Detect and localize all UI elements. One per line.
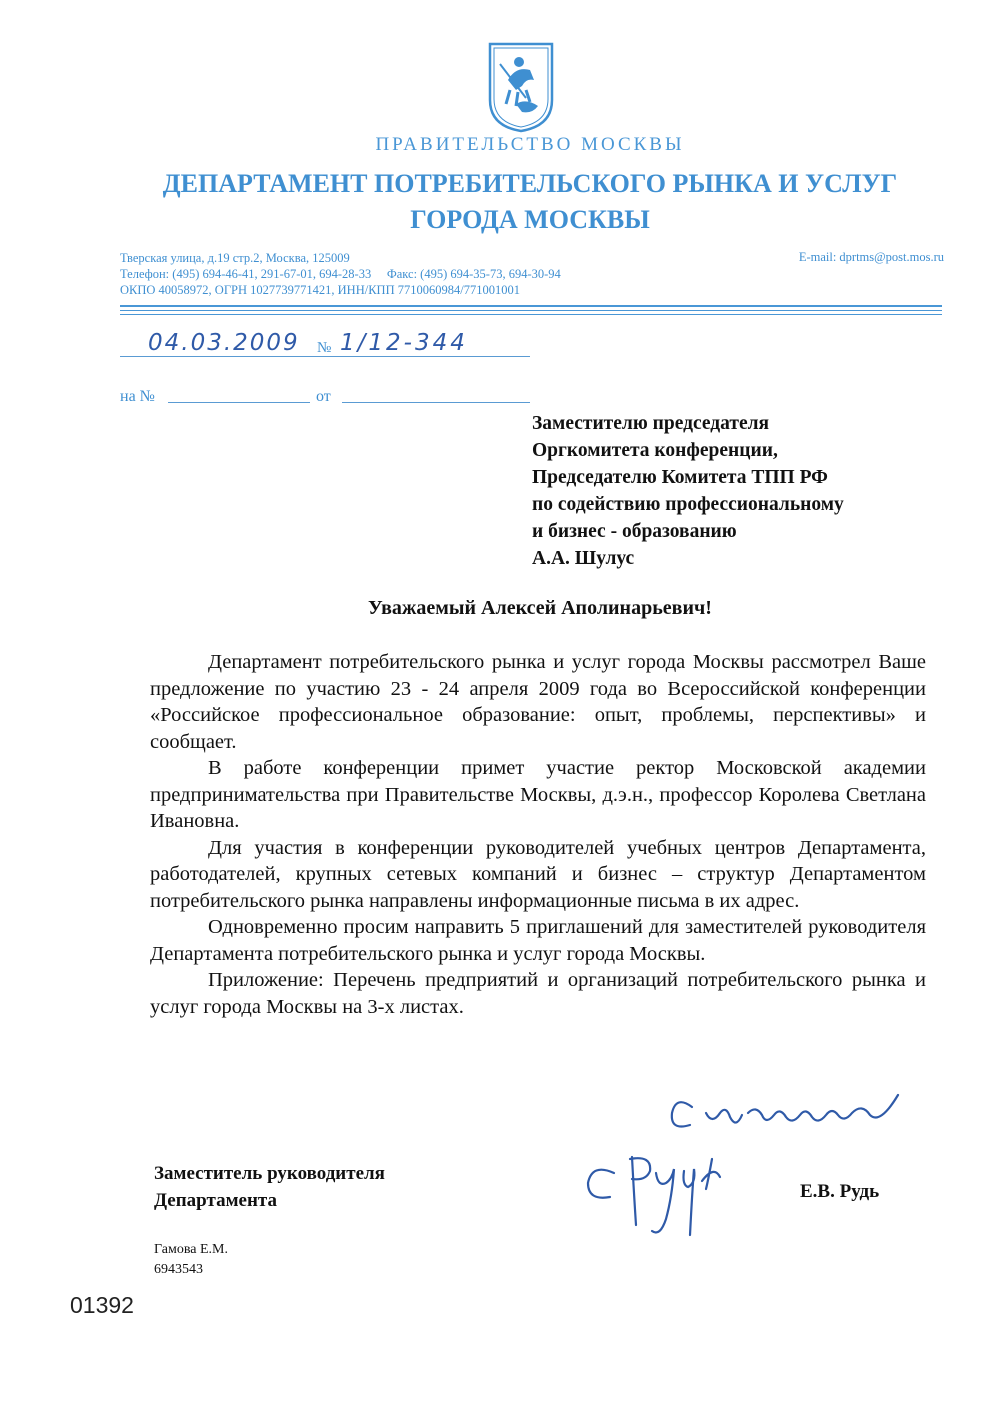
header-divider-2 bbox=[120, 310, 942, 311]
body-paragraph: Для участия в конференции руководителей учебных центров Департамента, работодателей, крупных сетевых компаний и бизнес – структур Департаментом потребительского рынка направлены информационные письма в их адрес. bbox=[150, 836, 926, 912]
addressee-line: А.А. Шулус bbox=[532, 548, 635, 569]
body-paragraph: Приложение: Перечень предприятий и организаций потребительского рынка и услуг города Москвы на 3-х листах. bbox=[150, 969, 926, 1018]
addressee-line: Заместителю председателя bbox=[532, 413, 770, 434]
body-paragraph: В работе конференции примет участие ректор Московской академии предпринимательства при Правительстве Москвы, д.э.н., профессор Королева Светлана Ивановна. bbox=[150, 757, 926, 832]
registration-underline bbox=[120, 356, 530, 357]
reference-number-label: на № bbox=[120, 388, 155, 405]
addressee-line: и бизнес - образованию bbox=[532, 521, 737, 542]
reference-date-label: от bbox=[316, 388, 331, 405]
letter-body bbox=[150, 649, 926, 1020]
registration-number: 1/12-344 bbox=[340, 330, 468, 356]
reference-date-line bbox=[342, 402, 530, 403]
body-paragraph: Одновременно просим направить 5 приглашений для заместителей руководителя Департамента потребительского рынка и услуг города Москвы. bbox=[150, 916, 926, 965]
signatory-title-line2: Департамента bbox=[154, 1190, 277, 1211]
address: Тверская улица, д.19 стр.2, Москва, 125009 bbox=[120, 251, 350, 265]
email: E-mail: dprtms@post.mos.ru bbox=[798, 250, 944, 264]
executor-name: Гамова Е.М. bbox=[154, 1242, 228, 1257]
addressee-line: по содействию профессиональному bbox=[532, 494, 844, 515]
registration-date: 04.03.2009 bbox=[148, 330, 300, 356]
executor-block bbox=[154, 1240, 228, 1280]
salutation: Уважаемый Алексей Аполинарьевич! bbox=[368, 597, 712, 619]
registration-number-label: № bbox=[317, 340, 332, 356]
signatory-title-line1: Заместитель руководителя bbox=[154, 1163, 385, 1184]
handwritten-signature bbox=[580, 1085, 920, 1245]
registry-codes: ОКПО 40058972, ОГРН 1027739771421, ИНН/КПП 7710060984/771001001 bbox=[120, 283, 520, 297]
document-number: 01392 bbox=[70, 1292, 134, 1318]
moscow-coat-of-arms-icon bbox=[486, 40, 556, 134]
addressee-block bbox=[532, 410, 844, 572]
header-divider-3 bbox=[120, 314, 942, 315]
phone-fax: Телефон: (495) 694-46-41, 291-67-01, 694-28-33 Факс: (495) 694-35-73, 694-30-94 bbox=[120, 267, 561, 281]
department-title bbox=[0, 166, 1000, 238]
header-divider-1 bbox=[120, 305, 942, 307]
body-paragraph: Департамент потребительского рынка и услуг города Москвы рассмотрел Ваше предложение по участию 23 - 24 апреля 2009 года во Всероссийской конференции «Российское профессиональное образование: опыт, проблемы, перспективы» и сообщает. bbox=[150, 651, 926, 753]
executor-phone: 6943543 bbox=[154, 1262, 203, 1277]
addressee-line: Оргкомитета конференции, bbox=[532, 440, 778, 461]
government-title: ПРАВИТЕЛЬСТВО МОСКВЫ bbox=[375, 134, 685, 155]
signatory-title bbox=[154, 1160, 385, 1214]
addressee-line: Председателю Комитета ТПП РФ bbox=[532, 467, 828, 488]
department-title-line1: ДЕПАРТАМЕНТ ПОТРЕБИТЕЛЬСКОГО РЫНКА И УСЛУГ bbox=[162, 169, 898, 198]
reference-number-line bbox=[168, 402, 310, 403]
letterhead-contacts bbox=[120, 250, 561, 298]
signatory-name: Е.В. Рудь bbox=[800, 1181, 880, 1202]
department-title-line2: ГОРОДА МОСКВЫ bbox=[410, 205, 650, 234]
